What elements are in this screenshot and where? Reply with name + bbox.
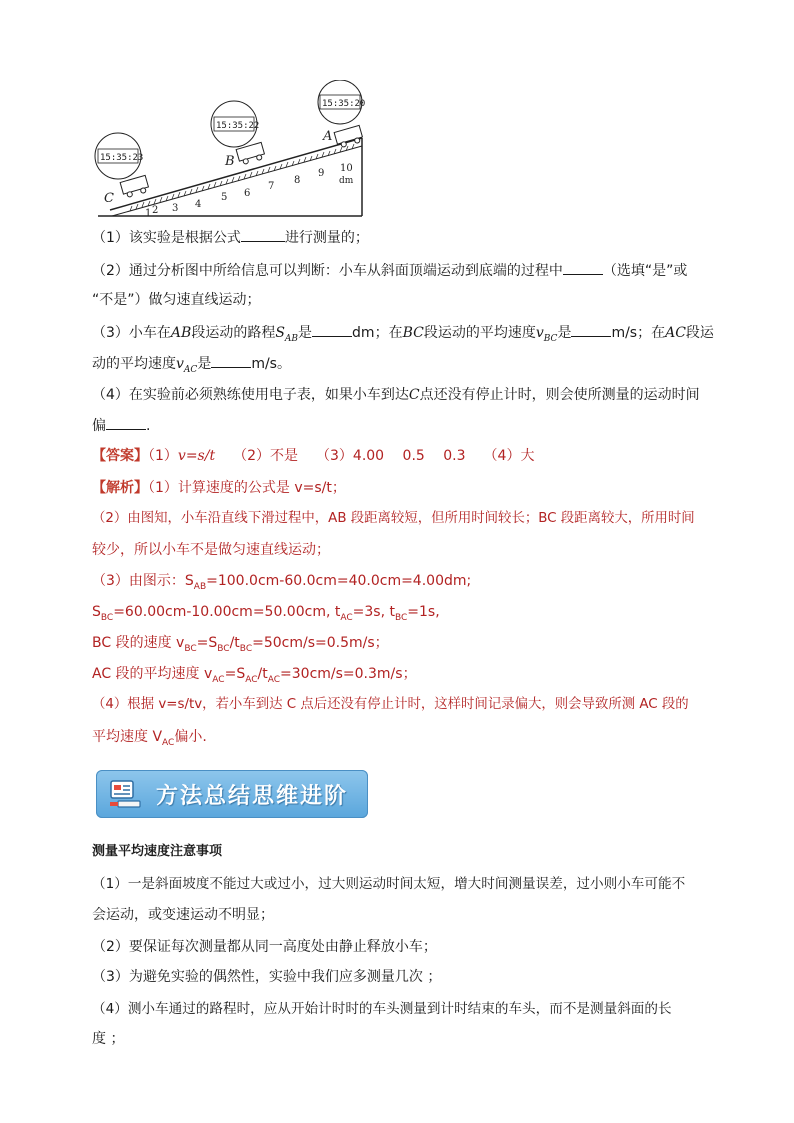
analysis-tag: 【解析】 bbox=[92, 480, 148, 496]
answer-blank bbox=[211, 353, 251, 368]
analysis-line-1: 【解析】（1）计算速度的公式是 v=s/t； bbox=[92, 480, 346, 496]
point-label-a: A bbox=[323, 129, 333, 144]
question-2-line-2: “不是”）做匀速直线运动； bbox=[92, 292, 261, 308]
analysis-line-7: AC 段的平均速度 $v_{AC}=S_{AC}/t_{AC}=30cm/s=0.3m/s$； bbox=[92, 666, 417, 685]
analysis-line-9: 平均速度 $V_{AC}$偏小. bbox=[92, 729, 207, 748]
ruler-tick-label: 3 bbox=[172, 203, 179, 214]
answer-tag: 【答案】 bbox=[92, 448, 148, 464]
banner-title: 方法总结思维进阶 bbox=[156, 784, 349, 809]
question-4-line-2: 偏 . bbox=[92, 415, 150, 436]
ruler-tick-label: 9 bbox=[318, 168, 325, 179]
answer-blank bbox=[563, 260, 603, 275]
ruler-tick-label: 10 bbox=[340, 163, 353, 174]
ruler-tick-label: 7 bbox=[268, 181, 275, 192]
clock-a-time: 15:35:20 bbox=[322, 99, 366, 109]
method-point-2: （2）要保证每次测量都从同一高度处由静止释放小车； bbox=[92, 939, 437, 955]
question-1: （1）该实验是根据公式 进行测量的； bbox=[92, 227, 369, 248]
method-point-4-line-1: （4）测小车通过的路程时，应从开始计时时的车头测量到计时结束的车头，而不是测量斜面的长 bbox=[92, 1001, 672, 1017]
ruler-tick-label: 5 bbox=[221, 192, 228, 203]
question-3-line-1: （3）小车在AB段运动的路程$S_{AB}$是 dm；在BC段运动的平均速度$v_{BC}$是 m/s；在AC段运 bbox=[92, 322, 714, 349]
presentation-board-icon bbox=[108, 779, 142, 809]
analysis-line-5: $S_{BC}=60.00cm-10.00cm=50.00cm$, $t_{AC}=3s$, $t_{BC}=1s$, bbox=[92, 604, 440, 623]
analysis-line-4: （3）由图示：$S_{AB}=100.0cm-60.0cm=40.0cm=4.00dm$; bbox=[92, 573, 472, 592]
method-point-3: （3）为避免实验的偶然性，实验中我们应多测量几次 ； bbox=[92, 969, 442, 985]
analysis-line-3: 较少，所以小车不是做匀速直线运动； bbox=[92, 542, 330, 558]
method-summary-banner bbox=[96, 770, 368, 818]
ruler-tick-label: 6 bbox=[244, 188, 251, 199]
clock-c-time: 15:35:23 bbox=[100, 153, 144, 163]
clock-a bbox=[318, 80, 365, 124]
clock-b bbox=[211, 101, 259, 147]
answer-blank bbox=[571, 322, 611, 337]
clock-b-time: 15:35:22 bbox=[216, 121, 260, 131]
answer-blank bbox=[312, 322, 352, 337]
ruler-unit: dm bbox=[339, 176, 354, 186]
ruler-tick-label: 8 bbox=[294, 175, 301, 186]
clock-c bbox=[95, 133, 143, 179]
question-3-line-2: 动的平均速度$v_{AC}$是 m/s。 bbox=[92, 353, 291, 380]
answer-line: 【答案】（1）v=s/t （2）不是 （3）4.00 0.5 0.3 （4）大 bbox=[92, 448, 535, 464]
analysis-line-2: （2）由图知，小车沿直线下滑过程中，AB 段距离较短，但所用时间较长；BC 段距离较大，所用时间 bbox=[92, 511, 695, 526]
analysis-line-8: （4）根据 v=s/tv，若小车到达 C 点后还没有停止计时，这样时间记录偏大，则会导致所测 AC 段的 bbox=[92, 697, 689, 712]
method-point-1-line-2: 会运动，或变速运动不明显； bbox=[92, 907, 274, 923]
ruler-tick-label: 4 bbox=[195, 199, 202, 210]
method-heading: 测量平均速度注意事项 bbox=[92, 844, 223, 859]
method-point-4-line-2: 度 ； bbox=[92, 1031, 125, 1047]
point-label-c: C bbox=[104, 191, 114, 206]
point-label-b: B bbox=[225, 154, 235, 169]
ruler-tick-label: 2 bbox=[152, 205, 159, 216]
question-4-line-1: （4）在实验前必须熟练使用电子表，如果小车到达C点还没有停止计时，则会使所测量的运动时间 bbox=[92, 387, 700, 403]
ruler-tick-label: 1 bbox=[145, 208, 152, 219]
method-point-1-line-1: （1）一是斜面坡度不能过大或过小，过大则运动时间太短，增大时间测量误差，过小则小车可能不 bbox=[92, 876, 686, 892]
answer-blank bbox=[106, 415, 146, 430]
analysis-line-6: BC 段的速度 $v_{BC}=S_{BC}/t_{BC}=50cm/s=0.5m/s$； bbox=[92, 635, 389, 654]
incline-experiment-diagram bbox=[90, 80, 380, 225]
question-2-line-1: （2）通过分析图中所给信息可以判断：小车从斜面顶端运动到底端的过程中 （选填“是”或 bbox=[92, 260, 687, 281]
answer-blank bbox=[241, 227, 285, 242]
